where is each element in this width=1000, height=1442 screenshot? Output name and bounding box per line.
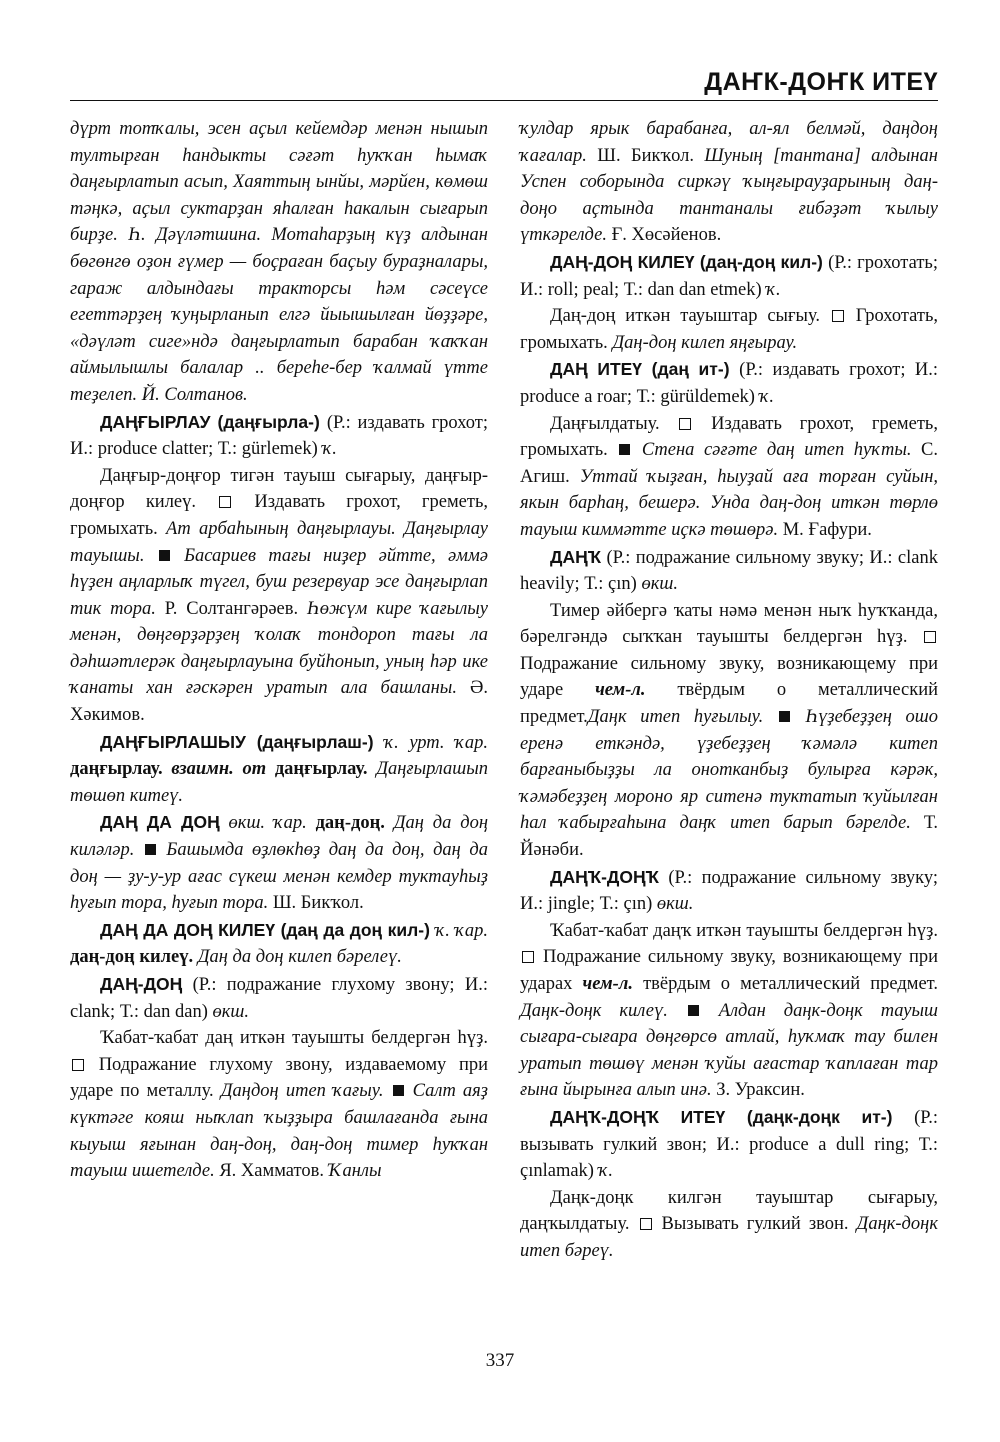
entry-dangyrlashyu: ДАҢҒЫРЛАШЫУ (даңғырлаш-) ҡ. урт. ҡар. даңғырлау. взаимн. от даңғырлау. Даңғырлашып төшөп китеү. [70, 731, 488, 806]
right-column [520, 116, 938, 1265]
black-square-icon [779, 711, 790, 722]
entry-dangk-dongk: ДАҢҠ-ДОҢҠ (Р.: подражание сильному звуку; И.: jingle; Т.: çın) өкш. [520, 866, 938, 915]
entry-dangk-dongk-iteu-def: Даңк-доңк килгән тауыштар сығарыу, даңҡылдатыу. Вызывать гулкий звон. Даңк-доңк итеп бәреү. [520, 1187, 938, 1261]
entry-dang-dong-kileu-def: Даң-доң иткән тауыштар сығыу. Грохотать, громыхать. Даң-доң килеп яңғырау. [520, 306, 939, 353]
entry-dang-iteu: ДАҢ ИТЕҮ (даң ит-) (Р.: издавать грохот; И.: produce a roar; Т.: gürüldemek) ҡ. [520, 359, 938, 407]
black-square-icon [145, 844, 156, 855]
open-square-icon [679, 418, 691, 430]
entry-dangk-dongk-def: Ҡабат-ҡабат даңҡ иткән тауышты белдергән һүҙ. Подражание сильному звуку, возникающему при ударах чем-л. твёрдым о металлический предмет. Даңк-доңк килеү. Алдан даңк-доңк тауыш сығара-сығара дөңгөрсө атлай, һуҡмаҡ тау билен уратып төшөү менән ҡуйы ағастар ҡаплаған тар ғына йырынға алып инә. З. Ураксин. [520, 920, 939, 1101]
open-square-icon [72, 1059, 84, 1071]
open-square-icon [640, 1218, 652, 1230]
entry-dang-dong-kileu: ДАҢ-ДОҢ КИЛЕҮ (даң-доң кил-) (Р.: грохотать; И.: roll; peal; Т.: dan dan etmek) ҡ. [520, 251, 939, 300]
left-column [70, 116, 488, 1185]
header-rule [70, 100, 938, 101]
continued-paragraph: дүрт тотҡалы, эсен аҫыл кейемдәр менән нышып тултырған һандыкты сәғәт һуҡҡан һымаҡ даңғырлатып асып, Хаяттың ынйы, мәрйен, көмөш тәңкә, аҫыл суктарҙан яһалған һакалын сығарып бирҙе. Һ. Дәүләтшина. Мотаһарҙың күҙ алдынан бөгөнгө оҙон ғүмер — боҫраған баҫыу бураҙналары, гараж алдындағы тракторсы һәм сәсеүсе егеттәрҙең ҡуңырланып елгә йыышылған йөҙҙәре, «дәүләт сиге»ндә даңғырлатып барабан ҡаҡҡан аймылышлы балалар .. береһе-бер ҡалмай үтте теҙелеп. Й. Солтанов. [70, 119, 488, 405]
entry-dang-da-dong: ДАҢ ДА ДОҢ өкш. ҡар. даң-доң. Даң да доң киләләр. Башымда өҙлөкһөҙ даң да доң, даң да доң — ҙу-у-ур ағас сүкеш менән кемдер туктауһыҙ һуғып тора, һуғып тора. Ш. Бикҡол. [70, 812, 488, 914]
black-square-icon [619, 444, 630, 455]
open-square-icon [219, 496, 231, 508]
entry-dangyrlau: ДАҢҒЫРЛАУ (даңғырла-) (Р.: издавать грохот; И.: produce clatter; Т.: gürlemek) ҡ. [70, 411, 488, 460]
open-square-icon [832, 310, 844, 322]
entry-dang-dong-def: Ҡабат-ҡабат даң иткән тауышты белдергән һүҙ. Подражание глухому звону, издаваемому при ударе по металлу. Даңдоң итеп ҡағыу. Салт аяҙ күктәге кояш ныҡлап ҡыҙҙыра башлағанда ғына кыуыш яғынан даң-доң, даң-доң тимер һуҡҡан тауыш ишетелде. Я. Хамматов. Ҡанлы [70, 1028, 489, 1182]
black-square-icon [159, 550, 170, 561]
black-square-icon [393, 1085, 404, 1096]
entry-dangk-def: Тимер әйбергә ҡаты нәмә менән ныҡ һуҡҡанда, бәрелгәндә сыҡҡан тауышты белдергән һүҙ. Подражание сильному звуку, возникающему при ударе чем-л. твёрдым о металлический предмет.Даңк итеп һуғылыу. Һүҙебеҙҙең ошо еренә еткәндә, үҙебеҙҙең ҡәмәлә китеп барғаныбыҙҙы ла онотканбыҙ булырға кәрәк, ҡәмәбеҙҙең мороно яр ситенә туктатып ҡуйылған һал ҡабырғаһына даңҡ итеп барып бәрелде. Т. Йәнәби. [520, 600, 938, 861]
running-header: ДАҤК-ДОҤК ИТЕҮ [704, 68, 938, 96]
entry-dangk: ДАҢҠ (Р.: подражание сильному звуку; И.: clank heavily; Т.: çın) өкш. [520, 546, 938, 595]
entry-dang-iteu-def: Даңғылдатыу. Издавать грохот, греметь, громыхать. Стена сәғәте даң итеп һуҡты. С. Агиш. Уттай ҡыҙған, һыуҙай аға торған суйын, якын барһаң, бешерә. Унда даң-доң иткән төрлө тауыш киммәтте иҫкә төшөрә. М. Ғафури. [520, 413, 939, 540]
entry-dang-da-dong-kileu: ДАҢ ДА ДОҢ КИЛЕҮ (даң да доң кил-) ҡ. ҡар. даң-доң килеү. Даң да доң килеп бәрелеү. [70, 919, 488, 968]
entry-dangyrlau-def: Даңғыр-доңғор тигән тауыш сығарыу, даңғыр-доңғор килеү. Издавать грохот, греметь, громыхать. Ат арбаһының даңғырлауы. Даңғырлау тауышы. Басариев тағы ниҙер әйтте, әммә һүҙен аңларлыҡ түгел, буш резервуар эсе даңғырлап тик тора. Р. Солтангәрәев. Һөжүм кире ҡағылыу менән, дөңгөрҙәрҙең ҡолаҡ тондороп тағы ла дәһшәтлерәк даңғырлауына буйһонып, уның һәр ике ҡанаты хан ғәскәрен уратып ала башланы. Ә. Хәкимов. [70, 465, 489, 726]
entry-dangk-dongk-iteu: ДАҢҠ-ДОҢҠ ИТЕҮ (даңк-доңк ит-) (Р.: вызывать гулкий звон; И.: produce a dull ring; Т.: çınlamak) ҡ. [520, 1106, 938, 1182]
black-square-icon [688, 1005, 699, 1016]
entry-dang-dong: ДАҢ-ДОҢ (Р.: подражание глухому звону; И.: clank; Т.: dan dan) өкш. [70, 974, 488, 1022]
open-square-icon [522, 951, 534, 963]
open-square-icon [924, 631, 936, 643]
continued-paragraph: ҡулдар ярык барабанға, ал-ял белмәй, даңдоң ҡағалар. Ш. Бикҡол. Шуның [тантана] алдынан Успен соборында сиркәү ҡыңғырауҙарының даң-доңо аҫтында тантаналы ғибәҙәт ҡылыу үткәрелде. Ғ. Хөсәйенов. [520, 119, 938, 246]
page-number: 337 [485, 1350, 515, 1371]
